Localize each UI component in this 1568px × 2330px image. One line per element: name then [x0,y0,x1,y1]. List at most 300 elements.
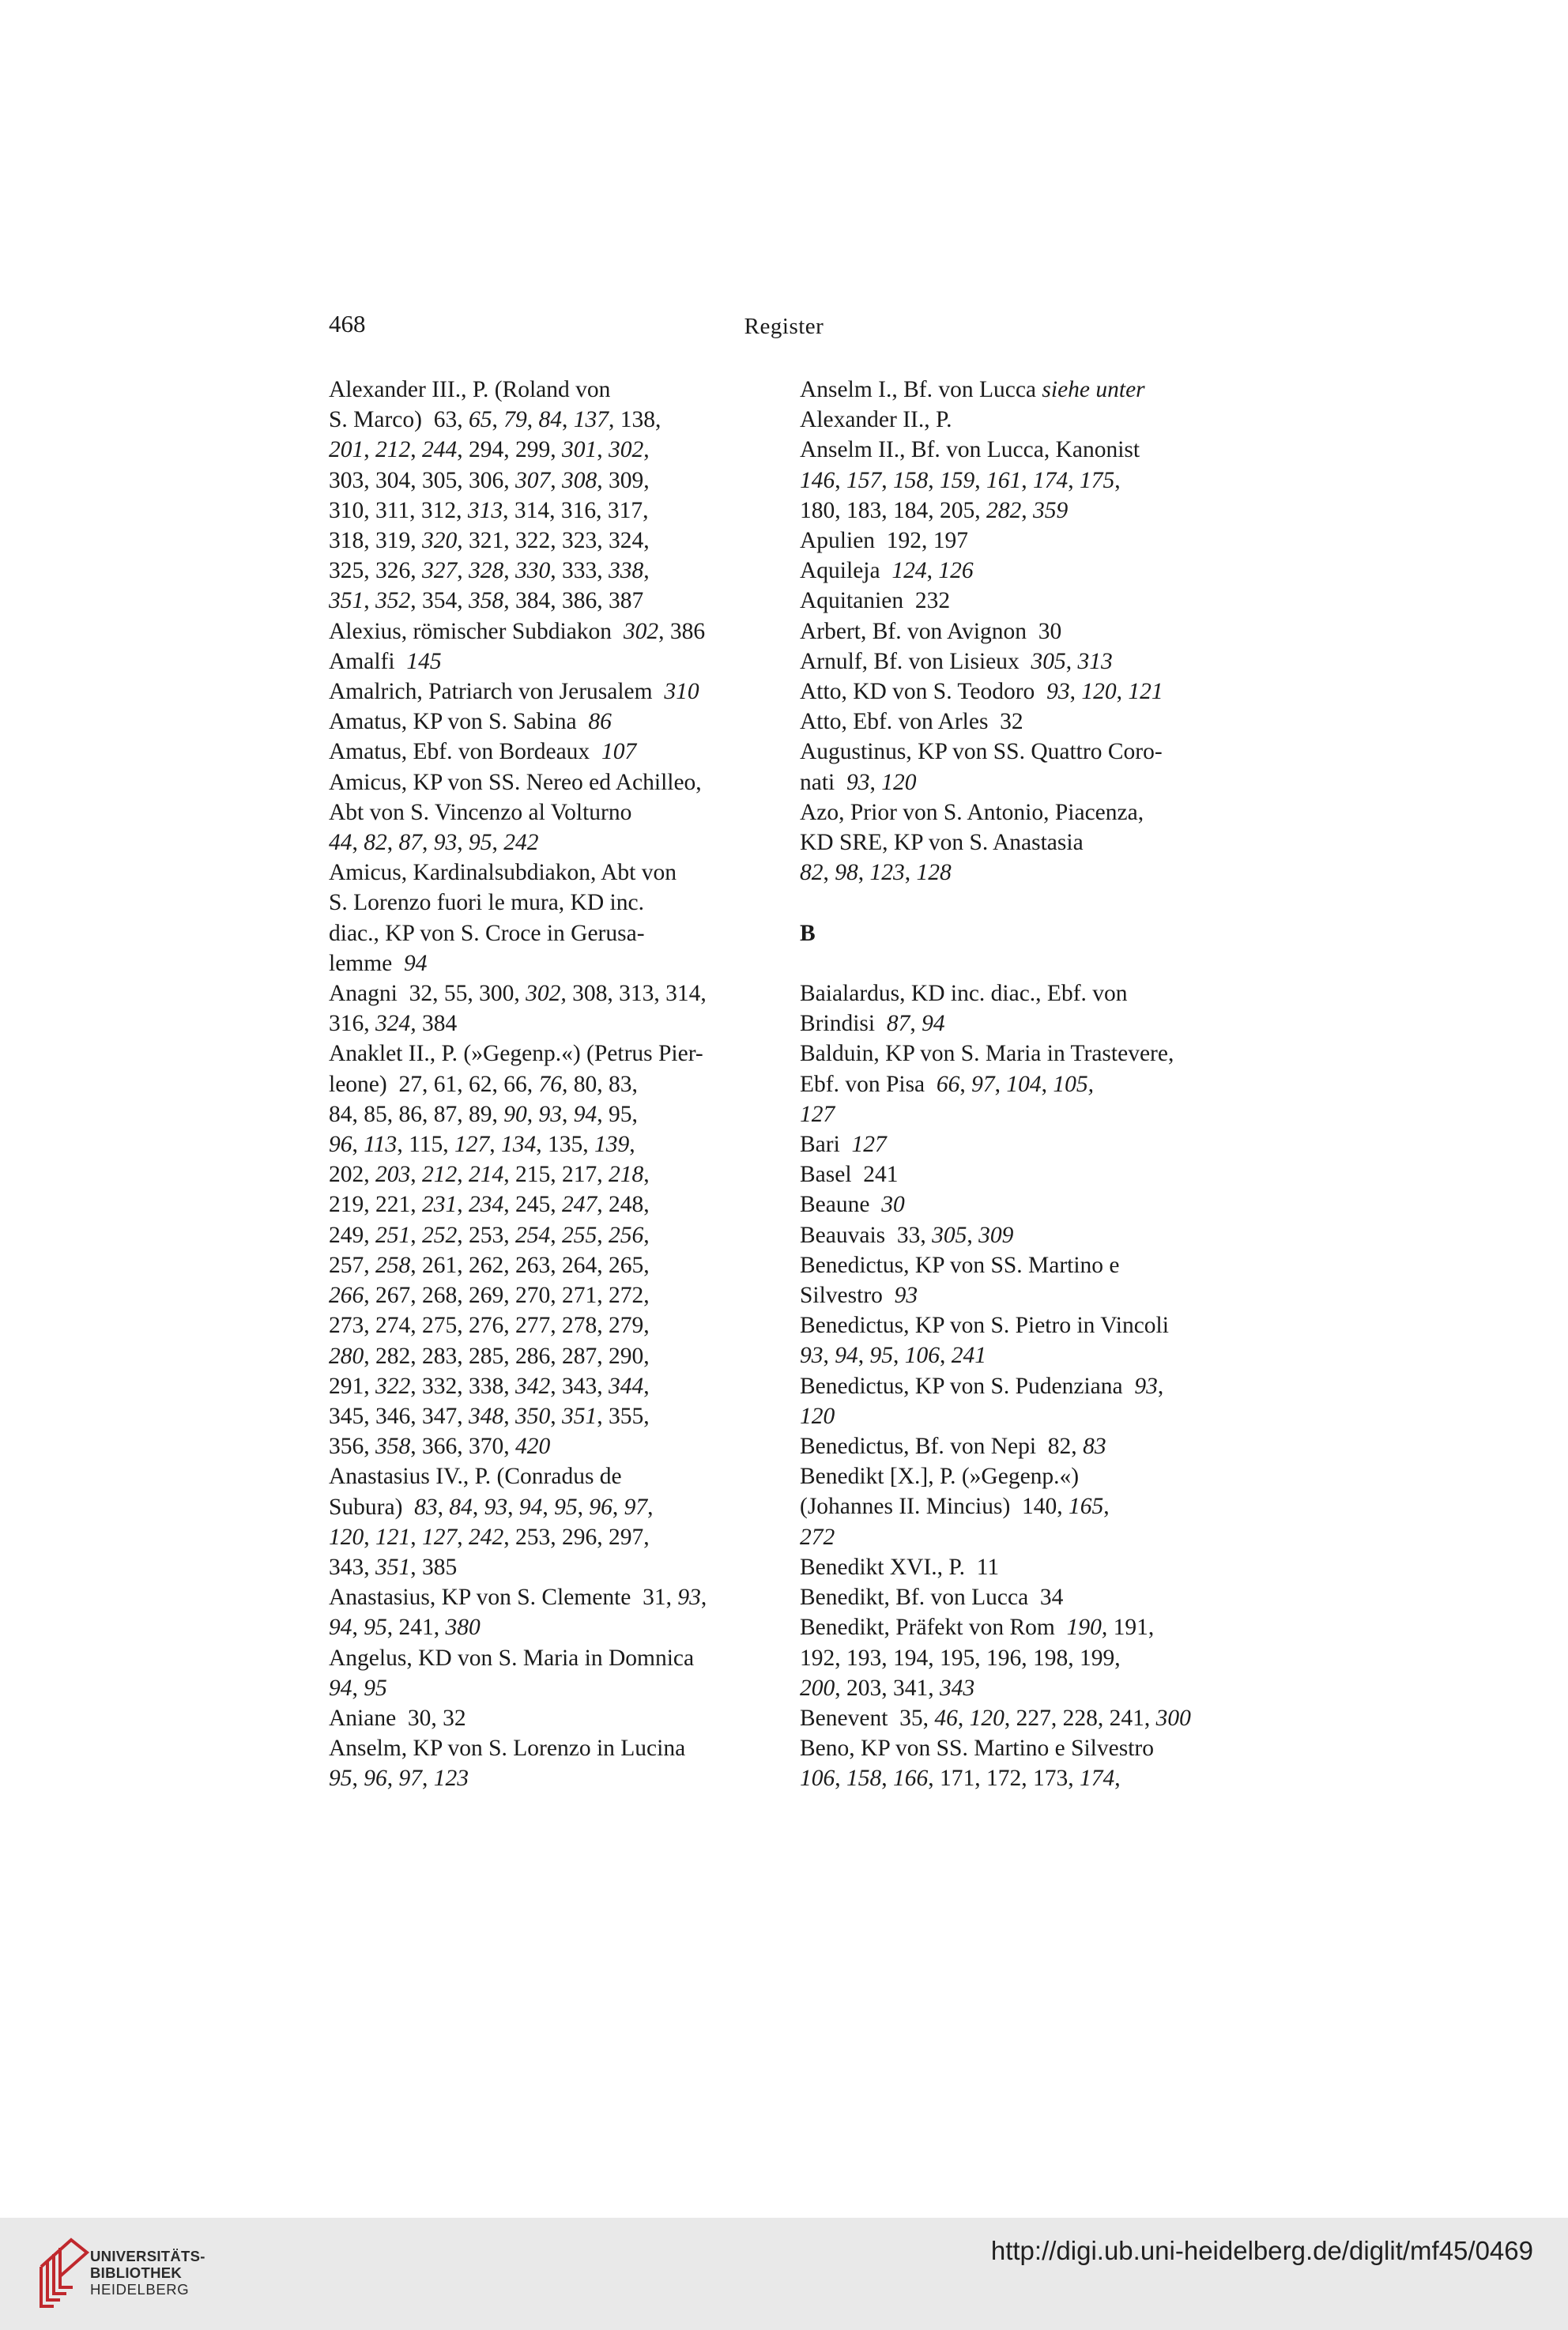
entry-text: Benedikt, Präfekt von Rom [800,1615,1067,1641]
page-ref-italic: 351 [562,1403,597,1429]
page-ref-italic: 97 [398,1766,422,1792]
entry-text: , [835,1766,846,1792]
page-ref-italic: 128 [916,860,952,886]
entry-text: , [643,1162,650,1188]
index-entry-line [329,1069,791,1099]
index-entry-line [800,1673,1262,1703]
index-entry-line [800,1371,1262,1401]
index-entry [800,1129,1262,1159]
index-entry [800,1159,1262,1190]
index-entry-line [329,1552,791,1582]
index-column-right [800,375,1262,1794]
index-entry-line [800,1703,1262,1733]
page-ref-italic: 300 [1155,1705,1191,1731]
index-entry-line [329,1190,791,1220]
entry-text: , [489,1132,501,1158]
entry-text: , 253, 296, 297, [503,1524,650,1550]
page-ref-italic: 146 [800,467,835,493]
index-entry-line [800,1009,1262,1039]
page-ref-italic: 93 [894,1283,918,1309]
index-entry-line [329,1703,791,1733]
index-entry [800,1371,1262,1431]
index-entry [329,737,791,767]
index-entry-line [329,616,791,647]
entry-text: , [700,1585,707,1611]
entry-text: , [835,467,846,493]
page-ref-italic: 66 [936,1071,960,1097]
page-ref-italic: 124 [891,558,927,584]
page-ref-italic: 327 [422,558,458,584]
index-entry [329,978,791,1039]
entry-text: , [1068,467,1080,493]
entry-text: Arnulf, Bf. von Lisieux [800,648,1031,674]
entry-text: , [422,1766,434,1792]
entry-text: , [881,467,893,493]
index-entry-line [800,586,1262,616]
page-ref-italic: 174 [1033,467,1069,493]
index-entry [329,767,791,858]
index-entry [329,1733,791,1793]
index-entry-line [800,1310,1262,1340]
entry-text: , 248, [597,1192,650,1218]
entry-text: Amalfi [329,648,407,674]
index-entry-line [800,1250,1262,1280]
entry-text: Beauvais 33, [800,1222,933,1248]
entry-text: , [643,437,650,463]
page-ref-italic: 251 [375,1222,411,1248]
page-ref-italic: 272 [800,1524,835,1550]
entry-text: , 138, [608,407,662,433]
index-entry-line [800,978,1262,1009]
entry-text: , [550,1403,562,1429]
index-entry-line [329,1159,791,1190]
entry-text: Anselm I., Bf. von Lucca [800,377,1042,402]
page-ref-italic: 120 [800,1403,835,1429]
page-ref-italic: 87 [886,1011,910,1037]
entry-text: 273, 274, 275, 276, 277, 278, 279, [329,1313,650,1339]
page-ref-italic: 93 [433,830,458,856]
index-entry-line [329,1009,791,1039]
index-entry-line [329,1220,791,1250]
index-entry-line [329,435,791,465]
index-entry-line [800,707,1262,737]
page-ref-italic: 94 [835,1343,858,1369]
page-ref-italic: 256 [609,1222,644,1248]
entry-text: , 354, [410,588,469,614]
index-entry [800,677,1262,707]
index-entry-line [800,496,1262,526]
index-entry-line [329,1099,791,1129]
entry-text: Aniane 30, 32 [329,1705,466,1731]
index-group-b [800,978,1262,1793]
entry-text: , [823,860,835,886]
entry-text: , [422,830,434,856]
page-ref-italic: 352 [375,588,411,614]
page-ref-italic: 348 [469,1403,504,1429]
entry-text: , [526,1101,539,1127]
page-ref-italic: 338 [609,558,644,584]
page-ref-italic: 309 [978,1222,1014,1248]
entry-text: , [904,860,917,886]
page-ref-italic: 107 [601,739,637,765]
index-entry-line [800,526,1262,556]
entry-text: 257, [329,1252,375,1278]
index-entry-line [800,858,1262,888]
page-ref-italic: 120 [1081,679,1117,705]
entry-text: , [1065,648,1078,674]
entry-text: , [386,1766,399,1792]
entry-text: , [643,1222,650,1248]
index-entry-line [329,737,791,767]
page-ref-italic: 310 [664,679,699,705]
entry-text: , 215, 217, [503,1162,609,1188]
index-entry-line [329,1461,791,1491]
entry-text: Anagni 32, 55, 300, [329,981,526,1007]
page-ref-italic: 158 [846,1766,882,1792]
entry-text: 84, 85, 86, 87, 89, [329,1101,504,1127]
index-entry-line [329,797,791,828]
entry-text: , [542,1494,555,1520]
page-ref-italic: 121 [1128,679,1163,705]
index-entry-line [800,767,1262,797]
index-entry-line [329,1039,791,1069]
entry-text: , [457,1192,469,1218]
entry-text: , [597,1222,609,1248]
entry-text: , [881,1766,893,1792]
entry-text: Azo, Prior von S. Antonio, Piacenza, [800,799,1144,825]
entry-text: , 309, [597,467,650,493]
index-column-left [329,375,791,1794]
page-ref-italic: 44 [329,830,352,856]
entry-text: S. Lorenzo fuori le mura, KD inc. [329,890,644,916]
page-ref-italic: 95 [329,1766,352,1792]
page-ref-italic: 343 [940,1675,975,1701]
page-ref-italic: 280 [329,1343,364,1369]
page-ref-italic: 94 [573,1101,597,1127]
entry-text: , 171, 172, 173, [928,1766,1080,1792]
index-entry-line [800,1733,1262,1763]
index-entry-line [329,828,791,858]
entry-text: 249, [329,1222,375,1248]
index-entry-line [329,586,791,616]
page-ref-italic: 254 [515,1222,551,1248]
page-ref-italic: 93 [484,1494,508,1520]
entry-text: , [503,558,515,584]
index-entry-line [329,888,791,918]
page-ref-italic: 201 [329,437,364,463]
page-ref-italic: 247 [562,1192,597,1218]
entry-text: 318, 319, [329,528,422,554]
page-ref-italic: 87 [398,830,422,856]
entry-text: 219, 221, [329,1192,422,1218]
index-entry-line [329,526,791,556]
entry-text: Aquitanien 232 [800,588,951,614]
index-entry-line [329,647,791,677]
entry-text: , [974,467,986,493]
entry-text: Alexander II., P. [800,407,952,433]
entry-text: Ebf. von Pisa [800,1071,937,1097]
entry-text: , [643,558,650,584]
page-ref-italic: 320 [422,528,458,554]
entry-text: , [1157,1373,1164,1399]
page-ref-italic: 105, [1053,1071,1095,1097]
page-ref-italic: 244 [422,437,458,463]
page-ref-italic: 212 [422,1162,458,1188]
entry-text: Benevent 35, [800,1705,935,1731]
index-entry [329,616,791,647]
entry-text: , [1021,467,1033,493]
index-entry-line [329,948,791,978]
index-entry-line [329,1643,791,1673]
page-ref-italic: 242 [469,1524,504,1550]
entry-text: , [959,1071,972,1097]
page-ref-italic: 106 [800,1766,835,1792]
index-entry-line [329,1129,791,1159]
entry-text: Beaune [800,1192,882,1218]
entry-text: , [643,1373,650,1399]
index-entry-line [800,1069,1262,1099]
index-entry [800,1190,1262,1220]
entry-text: Anastasius IV., P. (Conradus de [329,1464,622,1490]
index-entry [800,737,1262,797]
index-entry-line [800,1643,1262,1673]
index-entry-line [800,1099,1262,1129]
source-url-link[interactable]: http://digi.ub.uni-heidelberg.de/diglit/mf45/0469 [990,2236,1533,2265]
index-entry-line [800,1039,1262,1069]
page-ref-italic: 302, [526,981,567,1007]
index-entry-line [800,375,1262,405]
entry-text: diac., KP von S. Croce in Gerusa- [329,920,645,946]
page-ref-italic: 159 [940,467,975,493]
page-ref-italic: 255 [562,1222,597,1248]
index-entry-line [800,797,1262,828]
entry-text: , 343, [550,1373,609,1399]
page-ref-italic: 82 [364,830,387,856]
entry-text: Benedictus, KP von SS. Martino e [800,1252,1120,1278]
entry-text: 308, 313, 314, [566,981,707,1007]
index-entry [800,978,1262,1039]
index-entry-line [329,858,791,888]
page-ref-italic: 161 [986,467,1022,493]
entry-text: , 261, 262, 263, 264, 265, [410,1252,650,1278]
page-ref-italic: 252 [422,1222,458,1248]
page-ref-italic: 90 [503,1101,527,1127]
entry-text: , [1116,679,1129,705]
page-ref-italic: 420 [515,1434,551,1460]
entry-text: , [910,1011,922,1037]
entry-text: , [957,1705,970,1731]
page-ref-italic: 76, [538,1071,568,1097]
entry-text: Amicus, KP von SS. Nereo ed Achilleo, [329,769,702,795]
index-entry-line [329,1431,791,1461]
entry-text: Augustinus, KP von SS. Quattro Coro- [800,739,1163,765]
page-ref-italic: 30 [881,1192,905,1218]
index-entry [800,435,1262,526]
entry-text: , [1021,497,1033,523]
entry-text: , [612,1494,624,1520]
entry-text: , 203, 341, [835,1675,940,1701]
entry-text: , [926,558,939,584]
page-ref-italic: 127 [422,1524,458,1550]
page-ref-italic: 93 [846,769,870,795]
page-ref-italic: 120 [969,1705,1004,1731]
entry-text: , [352,1675,364,1701]
entry-text: , 332, 338, [410,1373,515,1399]
index-entry-line [329,1582,791,1612]
page-ref-italic: 65 [468,407,492,433]
entry-text: Basel 241 [800,1162,899,1188]
index-entry-line [800,1280,1262,1310]
index-entry [329,1703,791,1733]
page-ref-italic: 97 [971,1071,995,1097]
index-entry [329,375,791,616]
entry-text: Alexander III., P. (Roland von [329,377,611,402]
index-entry-line [329,1673,791,1703]
entry-text: Amalrich, Patriarch von Jerusalem [329,679,665,705]
entry-text: S. Marco) 63, [329,407,469,433]
page-ref-italic: 120 [329,1524,364,1550]
entry-text: 303, 304, 305, 306, [329,467,515,493]
entry-text: Bari [800,1132,852,1158]
page-ref-italic: 359 [1033,497,1069,523]
entry-text: , 95, [597,1101,638,1127]
index-entry [329,677,791,707]
index-entry-line [329,677,791,707]
page-ref-italic: 203 [375,1162,411,1188]
entry-text: , [597,437,609,463]
entry-text: 291, [329,1373,375,1399]
index-entry-line [800,828,1262,858]
index-entry [800,586,1262,616]
entry-text: , [352,1615,364,1641]
entry-text: Amicus, Kardinalsubdiakon, Abt von [329,860,677,886]
page-ref-italic: 344 [609,1373,644,1399]
index-entry-line [329,1310,791,1340]
index-entry-line [329,918,791,948]
page-ref-italic: 95 [554,1494,578,1520]
entry-text: Apulien 192, 197 [800,528,969,554]
entry-text: Alexius, römischer Subdiakon [329,618,624,644]
page-ref-italic: 134 [500,1132,537,1158]
entry-text: , [457,830,469,856]
page-ref-italic: 242 [503,830,539,856]
index-entry-line [800,1220,1262,1250]
entry-text: , [1041,1071,1054,1097]
entry-text: , [823,1343,835,1369]
entry-text: , [410,1524,422,1550]
entry-text: , [858,860,870,886]
index-entry-line [800,405,1262,435]
entry-text: , [1114,1766,1121,1792]
page-ref-italic: 106 [904,1343,940,1369]
index-entry-line [329,405,791,435]
index-entry-line [329,1250,791,1280]
entry-text: , [647,1494,654,1520]
entry-text: Benedictus, KP von S. Pietro in Vincoli [800,1313,1169,1339]
entry-text: 310, 311, 312, [329,497,468,523]
index-entry [800,1552,1262,1582]
index-entry-line [800,647,1262,677]
index-entry-line [800,1491,1262,1521]
page-ref-italic: 94 [329,1675,352,1701]
entry-text: , [410,1162,422,1188]
entry-text: Anaklet II., P. (»Gegenp.«) (Petrus Pier- [329,1041,703,1067]
page-ref-italic: 84 [538,407,562,433]
page-ref-italic: 166 [893,1766,929,1792]
index-entry-line [800,1552,1262,1582]
entry-text: , [994,1071,1007,1097]
page-ref-italic: 95 [869,1343,893,1369]
page-ref-italic: 83 [414,1494,438,1520]
index-entry [800,1220,1262,1250]
entry-text: , 314, 316, 317, [503,497,649,523]
library-logo-text [90,2248,205,2298]
page-ref-italic: 241 [951,1343,986,1369]
entry-text: Atto, Ebf. von Arles 32 [800,709,1023,735]
page-ref-italic: 301 [562,437,597,463]
entry-text: , [526,407,539,433]
entry-text: 202, [329,1162,375,1188]
page-ref-italic: 127 [454,1132,490,1158]
entry-text: , [364,588,375,614]
entry-text: , 241, [386,1615,446,1641]
index-entry-line [800,1190,1262,1220]
index-entry-line [329,1763,791,1793]
page-ref-italic: 266 [329,1283,364,1309]
page-ref-italic: 190, [1066,1615,1108,1641]
index-entry-line [329,1401,791,1431]
entry-text: Amatus, Ebf. von Bordeaux [329,739,601,765]
entry-text: , 115, [397,1132,454,1158]
page-ref-italic: 234 [469,1192,504,1218]
index-entry-line [329,556,791,586]
entry-text: , [472,1494,484,1520]
index-entry-line [329,1492,791,1522]
index-entry-line [329,707,791,737]
page-ref-italic: 83 [1083,1434,1106,1460]
entry-text: Anselm, KP von S. Lorenzo in Lucina [329,1736,686,1762]
page-ref-italic: 158 [893,467,929,493]
page-ref-italic: 358 [469,588,504,614]
index-entry [800,526,1262,556]
section-letter [800,918,1262,978]
page-ref-italic: 307 [515,467,551,493]
entry-text: , 267, 268, 269, 270, 271, 272, [364,1283,650,1309]
page-ref-italic: 95 [364,1615,387,1641]
index-entry [800,1039,1262,1129]
page-ref-italic: 324, [375,1011,416,1037]
entry-text: 356, [329,1434,375,1460]
logo-text-line: BIBLIOTHEK [90,2264,183,2281]
page-ref-italic: 95 [469,830,492,856]
page-ref-italic: 123 [869,860,905,886]
index-entry [800,1703,1262,1733]
page-ref-italic: 330 [515,558,551,584]
page-ref-italic: 121 [375,1524,411,1550]
index-entry-line [800,1401,1262,1431]
page-ref-italic: 342 [515,1373,551,1399]
index-entry-line [800,1582,1262,1612]
index-entry [329,1643,791,1703]
page-ref-italic: 305 [1031,648,1066,674]
page-ref-italic: 104 [1006,1071,1042,1097]
index-entry-line [800,1431,1262,1461]
index-group-a [800,375,1262,888]
page-ref-italic: 313 [1077,648,1113,674]
index-entry [800,1612,1262,1703]
entry-text: Benedictus, Bf. von Nepi 82, [800,1434,1084,1460]
index-entry [800,616,1262,647]
